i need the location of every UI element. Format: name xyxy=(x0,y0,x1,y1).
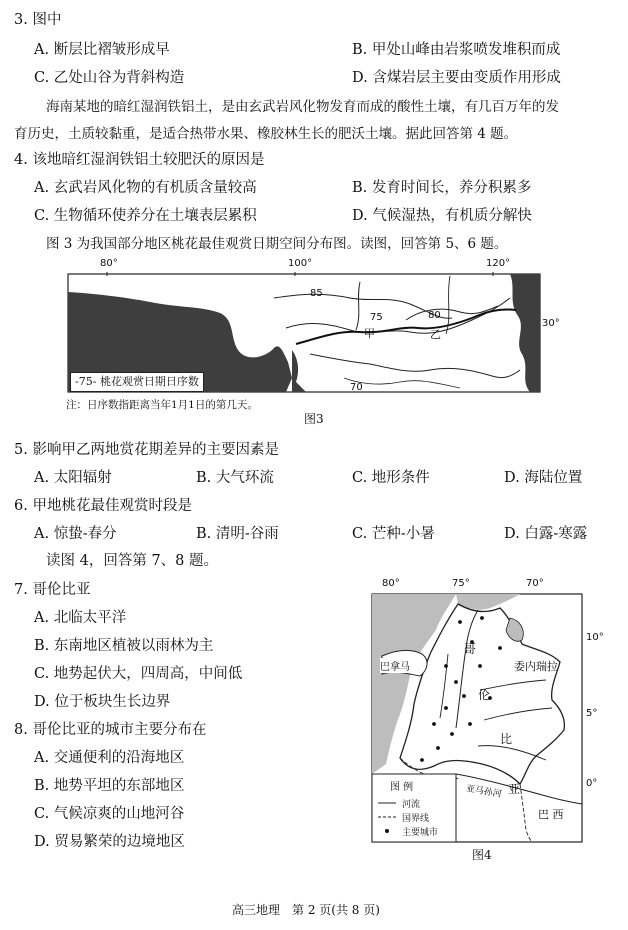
q7-option-b[interactable]: B. 东南地区植被以雨林为主 xyxy=(34,638,214,654)
fig3-isoline-70 xyxy=(310,354,520,378)
fig3-isoline-label-70: 70 xyxy=(350,382,363,393)
fig3-lon-80: 80° xyxy=(100,258,118,269)
q7-option-a[interactable]: A. 北临太平洋 xyxy=(34,610,127,626)
fig3-river xyxy=(296,309,516,344)
fig4-lon-80: 80° xyxy=(382,578,400,589)
q5-option-b[interactable]: B. 大气环流 xyxy=(196,470,274,486)
fig4-label-ge: 哥 xyxy=(464,642,477,656)
fig4-label-venezuela: 委内瑞拉 xyxy=(514,660,558,673)
fig3-lat-30: 30° xyxy=(542,318,560,329)
q6-option-b[interactable]: B. 清明-谷雨 xyxy=(196,526,279,542)
q3-option-c[interactable]: C. 乙处山谷为背斜构造 xyxy=(34,70,185,86)
q8-option-c[interactable]: C. 气候凉爽的山地河谷 xyxy=(34,806,185,822)
q7-option-c[interactable]: C. 地势起伏大，四周高，中间低 xyxy=(34,666,243,682)
passage-q4-line1: 海南某地的暗红湿润铁铝土，是由玄武岩风化物发育而成的酸性土壤，有几百万年的发 xyxy=(46,99,559,115)
fig3-legend-symbol: -75- xyxy=(75,375,97,388)
fig4-label-brazil: 巴 西 xyxy=(538,808,564,821)
fig4-lat-10: 10° xyxy=(586,632,604,643)
figure-3 xyxy=(60,258,560,428)
fig3-note: 注：日序数指距离当年1月1日的第几天。 xyxy=(66,399,258,411)
fig4-lon-70: 70° xyxy=(526,578,544,589)
q7-option-d[interactable]: D. 位于板块生长边界 xyxy=(34,694,171,710)
q4-option-d[interactable]: D. 气候湿热，有机质分解快 xyxy=(352,208,532,224)
fig4-legend-city: 主要城市 xyxy=(402,828,439,838)
figure-4 xyxy=(360,578,610,868)
fig4-lon-75: 75° xyxy=(452,578,470,589)
q3-stem: 3. 图中 xyxy=(14,12,62,28)
q5-stem: 5. 影响甲乙两地赏花期差异的主要因素是 xyxy=(14,442,279,458)
q5-option-d[interactable]: D. 海陆位置 xyxy=(504,470,583,486)
fig3-caption: 图3 xyxy=(304,412,324,426)
q6-option-d[interactable]: D. 白露-寒露 xyxy=(504,526,588,542)
fig3-place-jia: 甲 xyxy=(364,327,375,340)
fig4-legend-title: 图 例 xyxy=(390,782,414,793)
q4-stem: 4. 该地暗红湿润铁铝土较肥沃的原因是 xyxy=(14,152,265,168)
fig3-place-yi: 乙 xyxy=(430,328,441,341)
q8-option-b[interactable]: B. 地势平坦的东部地区 xyxy=(34,778,185,794)
fig4-caption: 图4 xyxy=(472,848,492,862)
passage-q5-6: 图 3 为我国部分地区桃花最佳观赏日期空间分布图。读图，回答第 5、6 题。 xyxy=(46,236,508,252)
fig4-label-ya: 亚 xyxy=(508,782,521,796)
q8-option-a[interactable]: A. 交通便利的沿海地区 xyxy=(34,750,185,766)
fig3-isoline-label-80: 80 xyxy=(428,310,441,321)
q4-option-c[interactable]: C. 生物循环使养分在土壤表层累积 xyxy=(34,208,257,224)
fig3-legend-text: 桃花观赏日期日序数 xyxy=(99,375,199,388)
fig3-isoline-label-85: 85 xyxy=(310,288,323,299)
fig4-label-lun: 伦 xyxy=(478,688,491,702)
fig4-lat-5: 5° xyxy=(586,708,598,719)
fig4-lat-0: 0° xyxy=(586,778,598,789)
fig4-label-amazon: 亚马孙河 xyxy=(465,783,503,801)
fig4-label-bi: 比 xyxy=(500,732,513,746)
passage-q4-line2: 育历史，土质较黏重，是适合热带水果、橡胶林生长的肥沃土壤。据此回答第 4 题。 xyxy=(14,126,518,142)
page-footer: 高三地理 第 2 页(共 8 页) xyxy=(232,903,380,917)
passage-q7-8: 读图 4，回答第 7、8 题。 xyxy=(46,553,219,569)
fig4-label-panama: 巴拿马 xyxy=(380,658,410,673)
q8-stem: 8. 哥伦比亚的城市主要分布在 xyxy=(14,722,207,738)
fig3-lon-100: 100° xyxy=(288,258,313,269)
q6-option-c[interactable]: C. 芒种-小暑 xyxy=(352,526,435,542)
fig3-legend xyxy=(70,372,204,392)
fig3-sea-area xyxy=(510,274,540,392)
q6-option-a[interactable]: A. 惊蛰-春分 xyxy=(34,526,117,542)
q4-option-b[interactable]: B. 发育时间长，养分积累多 xyxy=(352,180,532,196)
fig3-isoline-label-75: 75 xyxy=(370,312,383,323)
fig4-legend-border: 国界线 xyxy=(402,814,430,824)
q4-option-a[interactable]: A. 玄武岩风化物的有机质含量较高 xyxy=(34,180,257,196)
fig4-map xyxy=(360,578,610,848)
fig4-legend-river: 河流 xyxy=(402,800,421,810)
q5-option-c[interactable]: C. 地形条件 xyxy=(352,470,430,486)
q5-option-a[interactable]: A. 太阳辐射 xyxy=(34,470,112,486)
q6-stem: 6. 甲地桃花最佳观赏时段是 xyxy=(14,498,192,514)
q3-option-d[interactable]: D. 含煤岩层主要由变质作用形成 xyxy=(352,70,561,86)
fig3-isoline-85 xyxy=(274,294,452,318)
fig3-lon-120: 120° xyxy=(486,258,511,269)
q7-stem: 7. 哥伦比亚 xyxy=(14,582,91,598)
q3-option-b[interactable]: B. 甲处山峰由岩浆喷发堆积而成 xyxy=(352,42,561,58)
q8-option-d[interactable]: D. 贸易繁荣的边境地区 xyxy=(34,834,185,850)
q3-option-a[interactable]: A. 断层比褶皱形成早 xyxy=(34,42,170,58)
